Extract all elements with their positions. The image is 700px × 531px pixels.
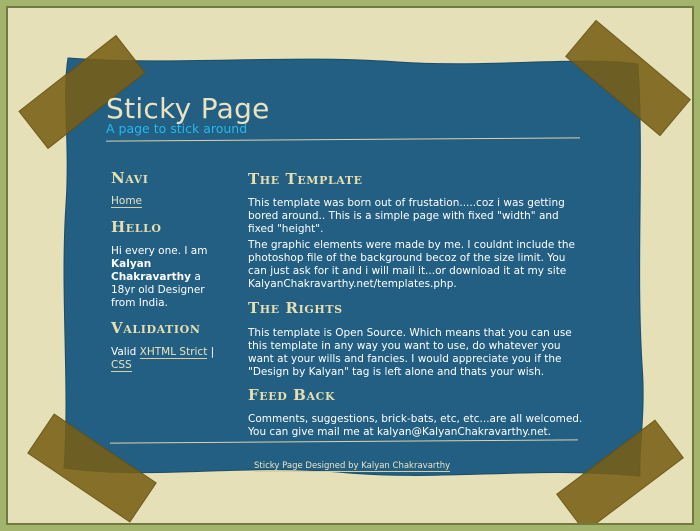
site-title: Sticky Page: [106, 92, 270, 125]
sidebar-hello-text: [111, 245, 221, 310]
footer-credit-link[interactable]: Sticky Page Designed by Kalyan Chakravarthy: [254, 461, 451, 471]
sidebar-nav: [111, 195, 142, 208]
sidebar-validation-text: [111, 346, 231, 372]
section-heading-template: The Template: [248, 170, 363, 188]
section-paragraph: This template was born out of frustation.....coz i was getting bored around.. This is a simple page with fixed "width" and fixed "height".: [248, 197, 565, 235]
section-heading-feedback: Feed Back: [248, 386, 336, 404]
nav-home-link[interactable]: Home: [111, 195, 143, 207]
page-frame: [6, 6, 694, 525]
section-paragraph: The graphic elements were made by me. I couldnt include the photoshop file of the background becoz of the size limit. You can just ask for it and i will mail it...or download it at my site KalyanChakravarthy.net/templates.php.: [248, 239, 575, 290]
hello-bio: a 18yr old Designer from India.: [111, 271, 205, 309]
validation-prefix: Valid: [111, 346, 137, 358]
sidebar-hello-heading: Hello: [111, 218, 162, 236]
xhtml-strict-link[interactable]: XHTML Strict: [139, 346, 208, 358]
site-tagline: A page to stick around: [106, 121, 248, 136]
hello-intro: Hi every one. I am: [111, 245, 208, 257]
validation-separator: |: [210, 346, 215, 358]
section-heading-rights: The Rights: [248, 299, 343, 317]
section-paragraph: Comments, suggestions, brick-bats, etc, etc...are all welcomed. You can give mail me at kalyan@KalyanChakravarthy.net.: [248, 413, 583, 438]
author-name: Kalyan Chakravarthy: [111, 258, 191, 283]
css-link[interactable]: CSS: [111, 359, 132, 371]
sidebar-validation-heading: Validation: [111, 319, 201, 337]
sidebar-navi-heading: Navi: [111, 169, 149, 187]
section-paragraph: This template is Open Source. Which means that you can use this template in any way you want to use, do whatever you want at your wills and fancies. I would appreciate you if the "Design by Kalyan" tag is left alone and thats your wish.: [248, 327, 572, 378]
